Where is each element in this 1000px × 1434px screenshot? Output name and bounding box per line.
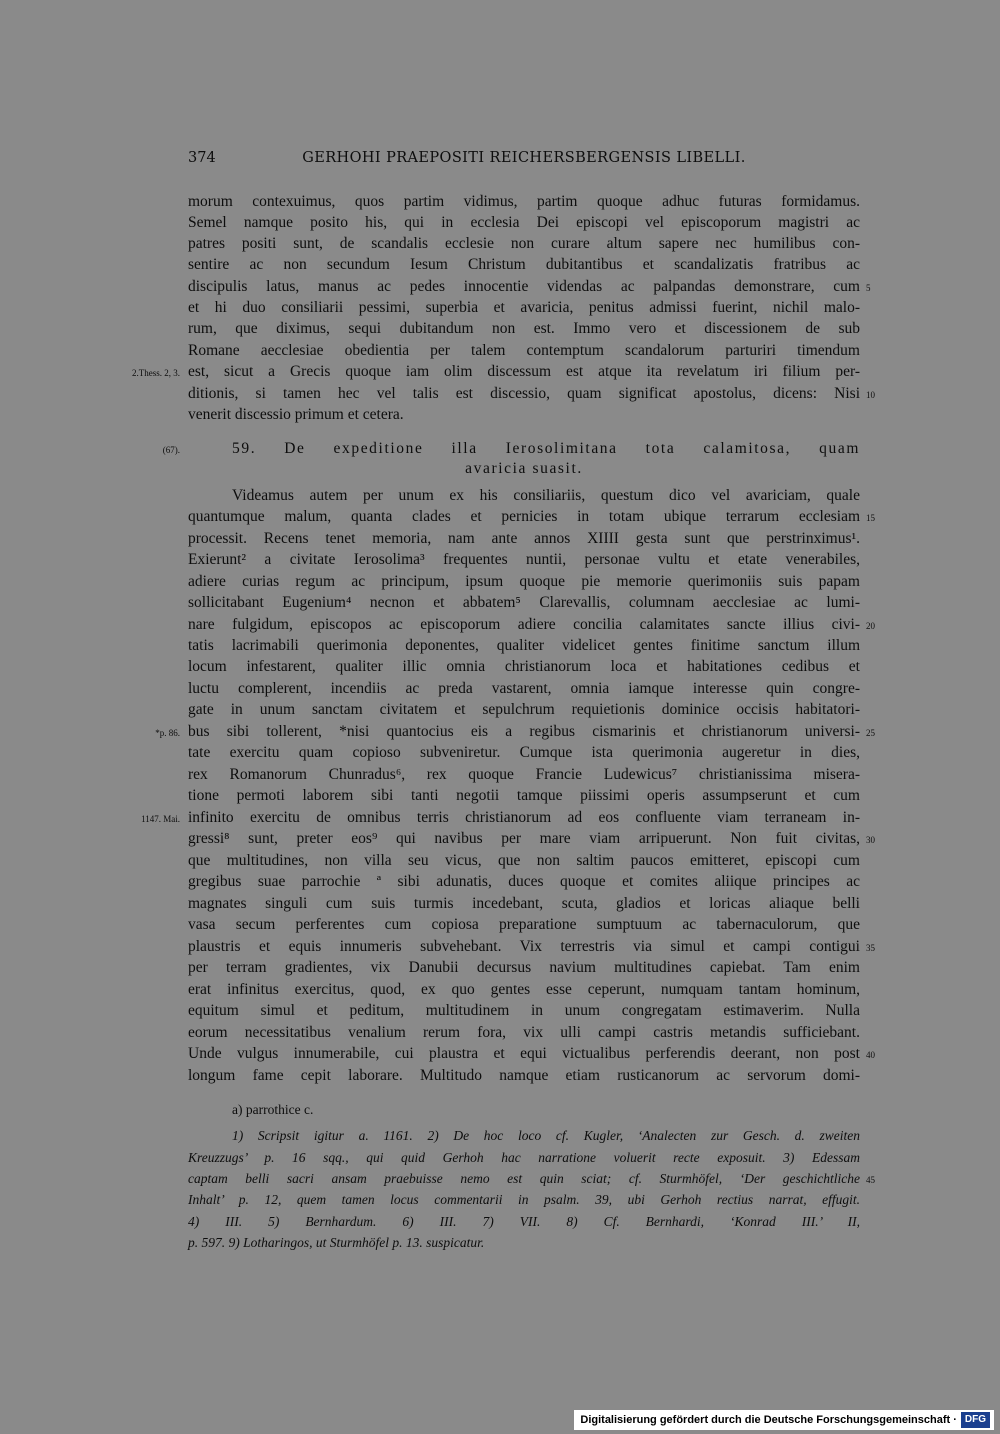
text-line: infinito exercitu de omnibus terris christianorum ad eos confluente viam terraneam in- bbox=[188, 809, 860, 826]
text-line: venerit discessio primum et cetera. bbox=[188, 406, 404, 423]
footnote-line: 4) III. 5) Bernhardum. 6) III. 7) VII. 8) Cf. Bernhardi, ‘Konrad III.’ II, bbox=[188, 1214, 860, 1229]
footnote-line: captam belli sacri ansam praebuisse nemo est quin sciat; cf. Sturmhöfel, ‘Der geschichtliche bbox=[188, 1171, 860, 1186]
running-title: GERHOHI PRAEPOSITI REICHERSBERGENSIS LIBELLI. bbox=[302, 150, 746, 166]
chapter-heading: 59. De expeditione illa Ierosolimitana tota calamitosa, quam bbox=[232, 440, 860, 457]
text-line: longum fame cepit laborare. Multitudo namque etiam rusticanorum ac servorum domi- bbox=[188, 1067, 860, 1084]
text-line: sentire ac non secundum Iesum Christum dubitantibus et scandalizatis fratribus ac bbox=[188, 256, 860, 273]
funding-text: Digitalisierung gefördert durch die Deutsche Forschungsgemeinschaft · bbox=[580, 1414, 957, 1426]
text-line: rum, que diximus, sequi dubitandum non est. Immo vero et discessionem de sub bbox=[188, 320, 860, 337]
apparatus-note: a) parrothice c. bbox=[232, 1102, 314, 1117]
footnote-line: Inhalt’ p. 12, quem tamen locus commentarii in psalm. 39, ubi Gerhoh rectius narrat, effugit. bbox=[188, 1192, 860, 1207]
footnote-line: 1) Scripsit igitur a. 1161. 2) De hoc loco cf. Kugler, ‘Analecten zur Gesch. d. zweiten bbox=[232, 1128, 860, 1143]
text-line: tate exercitu quam copioso subveniretur. Cumque ista querimonia augeretur in dies, bbox=[188, 744, 860, 761]
text-line: rex Romanorum Chunradus⁶, rex quoque Francie Ludewicus⁷ christianissima misera- bbox=[188, 766, 860, 783]
text-line: discipulis latus, manus ac pedes innocentie videndas ac palpandas demonstrare, cum bbox=[188, 278, 860, 295]
margin-page-reference: *p. 86. bbox=[155, 728, 180, 738]
line-number: 30 bbox=[866, 835, 875, 845]
footnote-line: p. 597. 9) Lotharingos, ut Sturmhöfel p. 13. suspicatur. bbox=[188, 1235, 485, 1250]
text-line: et hi duo consiliarii pessimi, superbia et avaricia, penitus admissi fuerint, nichil malo- bbox=[188, 299, 860, 316]
text-line: luctu complerent, incendiis ac preda vastarent, omnia iamque interesse quin congre- bbox=[188, 680, 860, 697]
text-line: eorum necessitatibus venalium rerum fora, vix ulli campi castris metandis sufficiebant. bbox=[188, 1024, 860, 1041]
chapter-heading-cont: avaricia suasit. bbox=[465, 460, 583, 477]
text-line: tatis lacrimabili querimonia deponentes, qualiter videlicet gentes finitime sanctum illum bbox=[188, 637, 860, 654]
line-number: 35 bbox=[866, 943, 875, 953]
text-line: erat infinitus exercitus, quod, ex quo gentes esse ceperunt, numquam tantam hominum, bbox=[188, 981, 860, 998]
page-number: 374 bbox=[188, 150, 216, 166]
line-number: 5 bbox=[866, 283, 871, 293]
text-line: gregibus suae parrochie ª sibi adunatis, duces quoque et comites aliique principes ac bbox=[188, 873, 860, 890]
margin-reference: 2.Thess. 2, 3. bbox=[132, 368, 180, 378]
text-line: que multitudines, non villa seu vicus, que non saltim paucos emitteret, episcopi cum bbox=[188, 852, 860, 869]
line-number: 20 bbox=[866, 621, 875, 631]
text-line: vasa secum perferentes cum copiosa preparatione sumptuum ac tabernaculorum, que bbox=[188, 916, 860, 933]
funding-banner bbox=[574, 1410, 994, 1430]
text-line: adiere curias regum ac principum, ipsum quoque pie memorie querimoniis suis papam bbox=[188, 573, 860, 590]
text-line: processit. Recens tenet memoria, nam ante annos XIIII gesta sunt que perstrinximus¹. bbox=[188, 530, 860, 547]
text-line: patres positi sunt, de scandalis ecclesie non curare altum sapere nec humilibus con- bbox=[188, 235, 860, 252]
text-line: per terram gradientes, vix Danubii decursus navium multitudines capiebat. Tam enim bbox=[188, 959, 860, 976]
dfg-logo: DFG bbox=[961, 1412, 990, 1428]
text-line: locum infestarent, qualiter illic omnia christianorum loca et habitationes cedibus et bbox=[188, 658, 860, 675]
text-line: Videamus autem per unum ex his consiliariis, questum dico vel avariciam, quale bbox=[232, 487, 860, 504]
text-line: Romane aecclesiae obedientia per talem contemptum scandalorum parturiri timendum bbox=[188, 342, 860, 359]
text-line: Exierunt² a civitate Ierosolima³ frequentes nuntii, personae vultu et etate venerabiles, bbox=[188, 551, 860, 568]
text-line: bus sibi tollerent, *nisi quantocius eis a regibus cismarinis et christianorum universi- bbox=[188, 723, 860, 740]
text-line: gate in unum sanctam civitatem et sepulchrum requietionis dominice occisis habitatori- bbox=[188, 701, 860, 718]
text-line: morum contexuimus, quos partim vidimus, partim quoque adhuc futuras formidamus. bbox=[188, 193, 860, 210]
text-line: nare fulgidum, episcopos ac episcoporum adiere concilia calamitates sancte illius civi- bbox=[188, 616, 860, 633]
line-number: 40 bbox=[866, 1050, 875, 1060]
text-line: equitum simul et peditum, multitudinem in unum congregatam estimaverim. Nulla bbox=[188, 1002, 860, 1019]
text-line: sollicitabant Eugenium⁴ necnon et abbatem⁵ Clarevallis, columnam aecclesiae ac lumi- bbox=[188, 594, 860, 611]
text-line: ditionis, si tamen hec vel talis est discessio, quam significat apostolus, dicens: Nisi bbox=[188, 385, 860, 402]
text-line: tione permoti laborem sibi tanti negotii tamque piissimi operis assumpserunt et cum bbox=[188, 787, 860, 804]
text-line: quantumque malum, quanta clades et pernicies in totam ubique terrarum ecclesiam bbox=[188, 508, 860, 525]
text-line: Unde vulgus innumerabile, cui plaustra et equi victualibus perferendis deerant, non post bbox=[188, 1045, 860, 1062]
text-line: plaustris et equis innumeris subvehebant. Vix terrestris via simul et campi contigui bbox=[188, 938, 860, 955]
line-number: 25 bbox=[866, 728, 875, 738]
margin-chapter-number: (67). bbox=[162, 445, 180, 455]
text-line: magnates singuli cum suis turmis incedebant, scuta, gladios et loricas aliaque belli bbox=[188, 895, 860, 912]
text-line: gressi⁸ sunt, preter eos⁹ qui navibus per mare viam arripuerunt. Non fuit civitas, bbox=[188, 830, 860, 847]
line-number: 15 bbox=[866, 513, 875, 523]
text-line: est, sicut a Grecis quoque iam olim discessum est atque ita revelatum iri filium per- bbox=[188, 363, 860, 380]
margin-date: 1147. Mai. bbox=[141, 814, 180, 824]
line-number: 45 bbox=[866, 1175, 875, 1185]
line-number: 10 bbox=[866, 390, 875, 400]
text-line: Semel namque posito his, qui in ecclesia Dei episcopi vel episcoporum magistri ac bbox=[188, 214, 860, 231]
running-head bbox=[188, 150, 860, 174]
footnote-line: Kreuzzugs’ p. 16 sqq., qui quid Gerhoh hac narratione voluerit recte exposuit. 3) Edessam bbox=[188, 1150, 860, 1165]
